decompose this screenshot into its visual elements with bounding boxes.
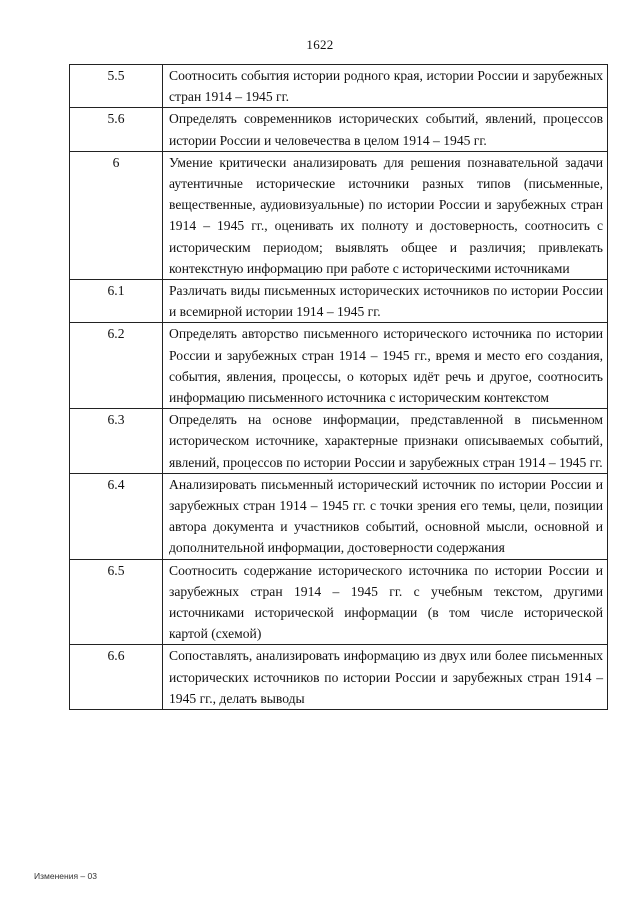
row-number: 6.6 <box>70 645 163 710</box>
revision-footer: Изменения – 03 <box>34 871 97 881</box>
row-number: 6.5 <box>70 559 163 645</box>
row-number: 5.6 <box>70 108 163 151</box>
table-row <box>70 65 608 108</box>
table-row <box>70 473 608 559</box>
row-number: 6.2 <box>70 323 163 409</box>
row-number: 6 <box>70 151 163 279</box>
table-row <box>70 108 608 151</box>
row-text: Определять на основе информации, представленной в письменном историческом источнике, характерные признаки описываемых событий, явлений, процессов по истории России и зарубежных стран 1914 – 1945 гг. <box>163 409 608 474</box>
requirements-table <box>69 64 608 710</box>
row-text: Сопоставлять, анализировать информацию из двух или более письменных исторических источников по истории России и зарубежных стран 1914 – 1945 гг., делать выводы <box>163 645 608 710</box>
table-row <box>70 151 608 279</box>
row-text: Соотносить содержание исторического источника по истории России и зарубежных стран 1914 – 1945 гг. с учебным текстом, другими источниками исторической информации (в том числе исторической картой (схемой) <box>163 559 608 645</box>
row-text: Различать виды письменных исторических источников по истории России и всемирной истории 1914 – 1945 гг. <box>163 280 608 323</box>
requirements-table-body <box>70 65 608 710</box>
row-number: 5.5 <box>70 65 163 108</box>
table-row <box>70 645 608 710</box>
table-row <box>70 280 608 323</box>
table-row <box>70 559 608 645</box>
row-text: Анализировать письменный исторический источник по истории России и зарубежных стран 1914 – 1945 гг. с точки зрения его темы, цели, позиции автора документа и участников событий, основной мысли, основной и дополнительной информации, достоверности содержания <box>163 473 608 559</box>
table-row <box>70 409 608 474</box>
row-text: Умение критически анализировать для решения познавательной задачи аутентичные исторические источники разных типов (письменные, вещественные, аудиовизуальные) по истории России и зарубежных стран 1914 – 1945 гг., оценивать их полноту и достоверность, соотносить с историческим периодом; выявлять общее и различия; привлекать контекстную информацию при работе с историческими источниками <box>163 151 608 279</box>
page-number: 1622 <box>306 37 334 52</box>
row-text: Определять современников исторических событий, явлений, процессов истории России и человечества в целом 1914 – 1945 гг. <box>163 108 608 151</box>
row-text: Определять авторство письменного исторического источника по истории России и зарубежных стран 1914 – 1945 гг., время и место его создания, события, явления, процессы, о которых идёт речь и другое, соотносить информацию письменного источника с историческим контекстом <box>163 323 608 409</box>
row-number: 6.4 <box>70 473 163 559</box>
row-text: Соотносить события истории родного края, истории России и зарубежных стран 1914 – 1945 гг. <box>163 65 608 108</box>
row-number: 6.1 <box>70 280 163 323</box>
table-row <box>70 323 608 409</box>
row-number: 6.3 <box>70 409 163 474</box>
